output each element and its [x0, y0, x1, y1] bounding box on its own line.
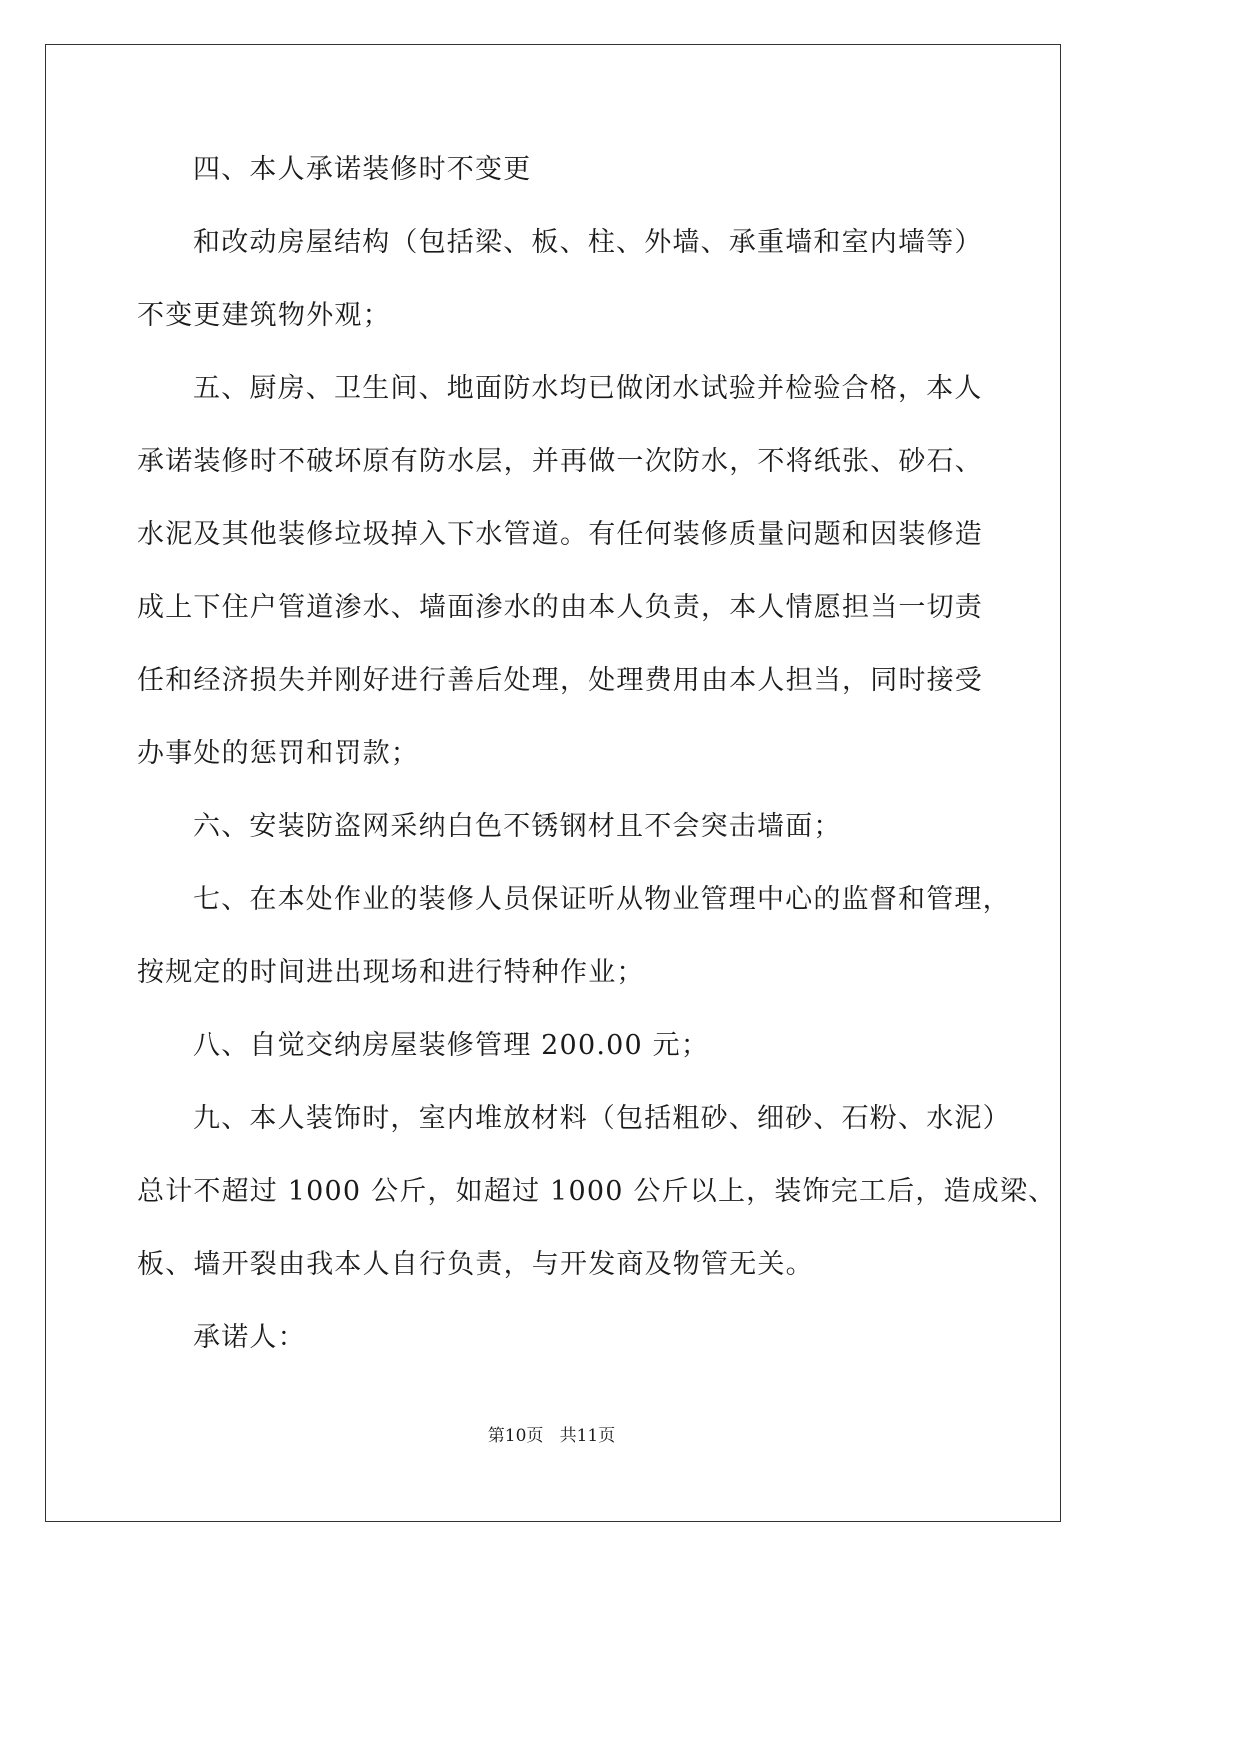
clause-4-line-1: 四、本人承诺装修时不变更 [193, 154, 532, 185]
clause-7-line-1: 七、在本处作业的装修人员保证听从物业管理中心的监督和管理， [193, 884, 1011, 915]
clause-5-line-2: 承诺装修时不破坏原有防水层，并再做一次防水，不将纸张、砂石、 [137, 446, 983, 477]
clause-5-line-5: 任和经济损失并刚好进行善后处理，处理费用由本人担当，同时接受 [137, 665, 983, 696]
page-footer: 第10页 共11页 [487, 1426, 616, 1446]
clause-9-line-2: 总计不超过 1000 公斤，如超过 1000 公斤以上，装饰完工后，造成梁、 [137, 1176, 1057, 1207]
clause-4-line-3: 不变更建筑物外观； [137, 300, 391, 331]
clause-4-line-2: 和改动房屋结构（包括梁、板、柱、外墙、承重墙和室内墙等） [193, 227, 983, 258]
clause-9-line-3: 板、墙开裂由我本人自行负责，与开发商及物管无关。 [137, 1249, 814, 1280]
clause-6-line-1: 六、安装防盗网采纳白色不锈钢材且不会突击墙面； [193, 811, 842, 842]
clause-5-line-4: 成上下住户管道渗水、墙面渗水的由本人负责，本人情愿担当一切责 [137, 592, 983, 623]
clause-5-line-6: 办事处的惩罚和罚款； [137, 738, 419, 769]
signatory-label: 承诺人： [193, 1322, 306, 1353]
clause-7-line-2: 按规定的时间进出现场和进行特种作业； [137, 957, 645, 988]
clause-5-line-3: 水泥及其他装修垃圾掉入下水管道。有任何装修质量问题和因装修造 [137, 519, 983, 550]
clause-8-line-1: 八、自觉交纳房屋装修管理 200.00 元； [193, 1030, 710, 1061]
page-border [45, 44, 1061, 1522]
clause-9-line-1: 九、本人装饰时，室内堆放材料（包括粗砂、细砂、石粉、水泥） [193, 1103, 1011, 1134]
clause-5-line-1: 五、厨房、卫生间、地面防水均已做闭水试验并检验合格，本人 [193, 373, 983, 404]
